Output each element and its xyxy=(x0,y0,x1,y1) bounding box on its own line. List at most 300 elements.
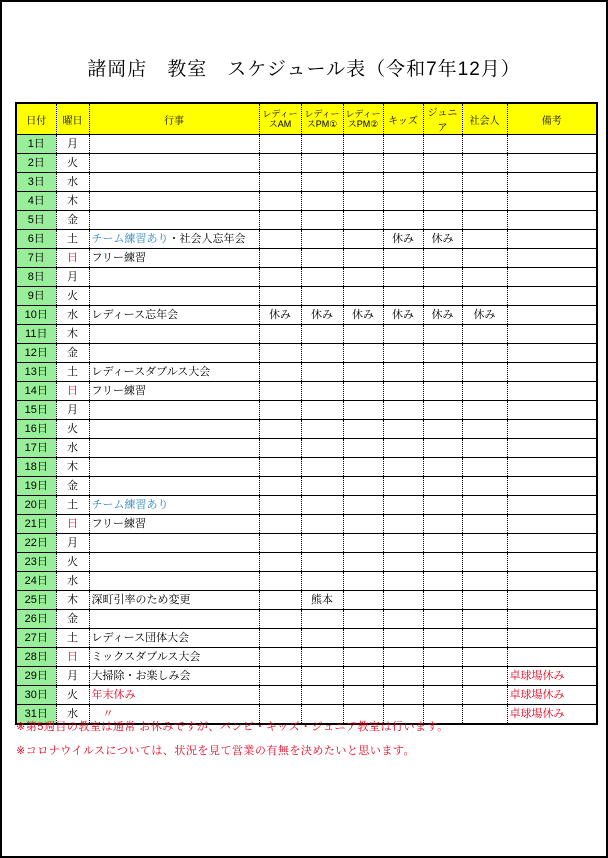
slot-cell-2 xyxy=(301,553,343,572)
slot-cell-6 xyxy=(462,629,507,648)
slot-cell-3 xyxy=(343,173,383,192)
remark-cell xyxy=(507,629,597,648)
schedule-row xyxy=(16,363,597,382)
event-text: レディース団体大会 xyxy=(91,632,190,644)
remark-cell xyxy=(507,173,597,192)
slot-cell-3 xyxy=(343,515,383,534)
remark-cell xyxy=(507,154,597,173)
remark-cell xyxy=(507,249,597,268)
date-cell: 9日 xyxy=(16,287,56,306)
remark-cell: 卓球場休み xyxy=(507,686,597,705)
remark-cell xyxy=(507,363,597,382)
remark-cell xyxy=(507,344,597,363)
slot-cell-2 xyxy=(301,249,343,268)
slot-cell-2 xyxy=(301,287,343,306)
date-cell: 19日 xyxy=(16,477,56,496)
column-header-3: 行事 xyxy=(89,103,259,135)
slot-cell-6 xyxy=(462,211,507,230)
weekday-cell: 土 xyxy=(56,496,89,515)
schedule-row xyxy=(16,154,597,173)
slot-cell-5: 休み xyxy=(423,230,462,249)
event-cell xyxy=(89,401,259,420)
slot-cell-6: 休み xyxy=(462,306,507,325)
slot-cell-5 xyxy=(423,325,462,344)
remark-cell xyxy=(507,325,597,344)
event-cell xyxy=(89,173,259,192)
slot-cell-1 xyxy=(259,591,301,610)
slot-cell-3 xyxy=(343,401,383,420)
slot-cell-3 xyxy=(343,287,383,306)
date-cell: 27日 xyxy=(16,629,56,648)
slot-cell-6 xyxy=(462,477,507,496)
slot-cell-3 xyxy=(343,382,383,401)
date-cell: 30日 xyxy=(16,686,56,705)
date-cell: 6日 xyxy=(16,230,56,249)
remark-cell xyxy=(507,648,597,667)
slot-cell-1 xyxy=(259,515,301,534)
event-cell xyxy=(89,610,259,629)
slot-cell-1 xyxy=(259,173,301,192)
slot-cell-6 xyxy=(462,363,507,382)
slot-cell-2 xyxy=(301,515,343,534)
event-cell xyxy=(89,249,259,268)
schedule-row xyxy=(16,496,597,515)
slot-cell-4 xyxy=(383,401,423,420)
event-cell xyxy=(89,667,259,686)
slot-cell-5 xyxy=(423,686,462,705)
weekday-cell: 木 xyxy=(56,458,89,477)
slot-cell-3 xyxy=(343,591,383,610)
slot-cell-1 xyxy=(259,363,301,382)
weekday-cell: 土 xyxy=(56,629,89,648)
slot-cell-4 xyxy=(383,458,423,477)
remark-cell xyxy=(507,420,597,439)
column-header-1: 日付 xyxy=(16,103,56,135)
schedule-row xyxy=(16,344,597,363)
slot-cell-2 xyxy=(301,439,343,458)
slot-cell-6 xyxy=(462,458,507,477)
slot-cell-6 xyxy=(462,192,507,211)
schedule-row xyxy=(16,515,597,534)
slot-cell-3 xyxy=(343,629,383,648)
remark-cell xyxy=(507,534,597,553)
schedule-body xyxy=(16,135,597,725)
slot-cell-6 xyxy=(462,648,507,667)
slot-cell-1: 休み xyxy=(259,306,301,325)
event-text: チーム練習あり xyxy=(91,233,169,245)
event-cell xyxy=(89,325,259,344)
slot-cell-2 xyxy=(301,135,343,154)
weekday-cell: 月 xyxy=(56,135,89,154)
header-row xyxy=(16,103,597,135)
slot-cell-6 xyxy=(462,173,507,192)
column-header-4: レディースAM xyxy=(259,103,301,135)
event-text: ミックスダブルス大会 xyxy=(91,651,201,663)
slot-cell-1 xyxy=(259,268,301,287)
weekday-cell: 火 xyxy=(56,154,89,173)
date-cell: 18日 xyxy=(16,458,56,477)
slot-cell-3 xyxy=(343,572,383,591)
date-cell: 28日 xyxy=(16,648,56,667)
slot-cell-2 xyxy=(301,610,343,629)
event-cell xyxy=(89,154,259,173)
slot-cell-2: 熊本 xyxy=(301,591,343,610)
date-cell: 12日 xyxy=(16,344,56,363)
slot-cell-4 xyxy=(383,572,423,591)
schedule-row xyxy=(16,667,597,686)
slot-cell-6 xyxy=(462,572,507,591)
weekday-cell: 火 xyxy=(56,686,89,705)
slot-cell-4 xyxy=(383,629,423,648)
slot-cell-4 xyxy=(383,192,423,211)
slot-cell-3 xyxy=(343,458,383,477)
event-text: 年末休み xyxy=(91,689,136,701)
date-cell: 25日 xyxy=(16,591,56,610)
weekday-cell: 金 xyxy=(56,610,89,629)
weekday-cell: 金 xyxy=(56,344,89,363)
slot-cell-6 xyxy=(462,230,507,249)
schedule-row xyxy=(16,173,597,192)
weekday-cell: 火 xyxy=(56,420,89,439)
event-cell xyxy=(89,591,259,610)
column-header-10: 備考 xyxy=(507,103,597,135)
event-text: フリー練習 xyxy=(91,252,147,264)
schedule-row xyxy=(16,135,597,154)
slot-cell-1 xyxy=(259,420,301,439)
event-text: チーム練習あり xyxy=(91,499,169,511)
event-cell xyxy=(89,344,259,363)
slot-cell-5 xyxy=(423,572,462,591)
schedule-row xyxy=(16,477,597,496)
schedule-row xyxy=(16,534,597,553)
remark-cell xyxy=(507,515,597,534)
weekday-cell: 日 xyxy=(56,382,89,401)
slot-cell-5 xyxy=(423,420,462,439)
slot-cell-1 xyxy=(259,667,301,686)
remark-cell: 卓球場休み xyxy=(507,705,597,725)
weekday-cell: 日 xyxy=(56,648,89,667)
slot-cell-6 xyxy=(462,344,507,363)
column-header-7: キッズ xyxy=(383,103,423,135)
slot-cell-6 xyxy=(462,325,507,344)
slot-cell-4 xyxy=(383,477,423,496)
slot-cell-4 xyxy=(383,420,423,439)
remark-cell xyxy=(507,591,597,610)
date-cell: 15日 xyxy=(16,401,56,420)
slot-cell-2 xyxy=(301,667,343,686)
slot-cell-1 xyxy=(259,211,301,230)
slot-cell-2 xyxy=(301,192,343,211)
slot-cell-5 xyxy=(423,344,462,363)
slot-cell-5 xyxy=(423,515,462,534)
event-text: ・社会人忘年会 xyxy=(168,233,246,245)
remark-cell xyxy=(507,572,597,591)
slot-cell-1 xyxy=(259,230,301,249)
slot-cell-4 xyxy=(383,382,423,401)
page-title: 諸岡店 教室 スケジュール表（令和7年12月） xyxy=(87,59,521,80)
date-cell: 13日 xyxy=(16,363,56,382)
event-text: フリー練習 xyxy=(91,518,147,530)
slot-cell-4 xyxy=(383,610,423,629)
slot-cell-6 xyxy=(462,268,507,287)
slot-cell-6 xyxy=(462,553,507,572)
remark-cell xyxy=(507,268,597,287)
event-text: 大掃除・お楽しみ会 xyxy=(91,670,191,682)
remark-cell xyxy=(507,135,597,154)
date-cell: 31日 xyxy=(16,705,56,725)
slot-cell-3 xyxy=(343,325,383,344)
schedule-row xyxy=(16,648,597,667)
event-cell xyxy=(89,553,259,572)
slot-cell-5 xyxy=(423,534,462,553)
slot-cell-3 xyxy=(343,534,383,553)
column-header-5: レディースPM① xyxy=(301,103,343,135)
slot-cell-6 xyxy=(462,439,507,458)
slot-cell-3: 休み xyxy=(343,306,383,325)
slot-cell-3 xyxy=(343,230,383,249)
slot-cell-3 xyxy=(343,477,383,496)
date-cell: 20日 xyxy=(16,496,56,515)
date-cell: 14日 xyxy=(16,382,56,401)
slot-cell-1 xyxy=(259,287,301,306)
slot-cell-1 xyxy=(259,496,301,515)
slot-cell-4 xyxy=(383,648,423,667)
remark-cell xyxy=(507,401,597,420)
slot-cell-1 xyxy=(259,401,301,420)
event-cell xyxy=(89,648,259,667)
schedule-row xyxy=(16,249,597,268)
slot-cell-5 xyxy=(423,268,462,287)
slot-cell-3 xyxy=(343,135,383,154)
slot-cell-2 xyxy=(301,230,343,249)
slot-cell-5 xyxy=(423,553,462,572)
event-text: レディースダブルス大会 xyxy=(91,366,211,378)
slot-cell-4 xyxy=(383,363,423,382)
slot-cell-4 xyxy=(383,553,423,572)
date-cell: 26日 xyxy=(16,610,56,629)
weekday-cell: 月 xyxy=(56,401,89,420)
event-cell xyxy=(89,268,259,287)
event-cell xyxy=(89,420,259,439)
date-cell: 16日 xyxy=(16,420,56,439)
slot-cell-1 xyxy=(259,439,301,458)
slot-cell-4 xyxy=(383,287,423,306)
slot-cell-3 xyxy=(343,249,383,268)
slot-cell-6 xyxy=(462,515,507,534)
slot-cell-4: 休み xyxy=(383,306,423,325)
date-cell: 2日 xyxy=(16,154,56,173)
schedule-row xyxy=(16,211,597,230)
remark-cell xyxy=(507,230,597,249)
slot-cell-6 xyxy=(462,135,507,154)
weekday-cell: 土 xyxy=(56,230,89,249)
slot-cell-5 xyxy=(423,610,462,629)
slot-cell-4 xyxy=(383,534,423,553)
schedule-row xyxy=(16,686,597,705)
event-cell xyxy=(89,496,259,515)
event-cell xyxy=(89,230,259,249)
remark-cell xyxy=(507,306,597,325)
slot-cell-2 xyxy=(301,325,343,344)
remark-cell xyxy=(507,382,597,401)
event-cell xyxy=(89,458,259,477)
remark-cell xyxy=(507,439,597,458)
schedule-row xyxy=(16,553,597,572)
event-cell xyxy=(89,572,259,591)
footnote-2: ※コロナウイルスについては、状況を見て営業の有無を決めたいと思います。 xyxy=(16,745,415,757)
slot-cell-3 xyxy=(343,610,383,629)
slot-cell-2: 休み xyxy=(301,306,343,325)
slot-cell-1 xyxy=(259,534,301,553)
slot-cell-6 xyxy=(462,496,507,515)
slot-cell-4: 休み xyxy=(383,230,423,249)
slot-cell-3 xyxy=(343,496,383,515)
slot-cell-2 xyxy=(301,572,343,591)
event-cell xyxy=(89,211,259,230)
schedule-row xyxy=(16,458,597,477)
remark-cell xyxy=(507,496,597,515)
schedule-row xyxy=(16,439,597,458)
schedule-row xyxy=(16,382,597,401)
slot-cell-5: 休み xyxy=(423,306,462,325)
event-cell xyxy=(89,686,259,705)
weekday-cell: 月 xyxy=(56,268,89,287)
slot-cell-1 xyxy=(259,325,301,344)
slot-cell-3 xyxy=(343,667,383,686)
slot-cell-4 xyxy=(383,591,423,610)
slot-cell-4 xyxy=(383,496,423,515)
slot-cell-3 xyxy=(343,439,383,458)
slot-cell-5 xyxy=(423,154,462,173)
slot-cell-1 xyxy=(259,648,301,667)
slot-cell-3 xyxy=(343,268,383,287)
footnotes xyxy=(16,718,449,766)
slot-cell-2 xyxy=(301,496,343,515)
slot-cell-2 xyxy=(301,401,343,420)
column-header-9: 社会人 xyxy=(462,103,507,135)
slot-cell-4 xyxy=(383,325,423,344)
schedule-row xyxy=(16,591,597,610)
slot-cell-4 xyxy=(383,667,423,686)
slot-cell-1 xyxy=(259,572,301,591)
remark-cell xyxy=(507,192,597,211)
date-cell: 3日 xyxy=(16,173,56,192)
date-cell: 29日 xyxy=(16,667,56,686)
weekday-cell: 火 xyxy=(56,287,89,306)
slot-cell-1 xyxy=(259,344,301,363)
weekday-cell: 日 xyxy=(56,249,89,268)
remark-cell xyxy=(507,458,597,477)
weekday-cell: 水 xyxy=(56,439,89,458)
slot-cell-2 xyxy=(301,211,343,230)
remark-cell: 卓球場休み xyxy=(507,667,597,686)
slot-cell-3 xyxy=(343,553,383,572)
slot-cell-4 xyxy=(383,154,423,173)
slot-cell-2 xyxy=(301,629,343,648)
slot-cell-1 xyxy=(259,477,301,496)
weekday-cell: 土 xyxy=(56,363,89,382)
date-cell: 23日 xyxy=(16,553,56,572)
date-cell: 10日 xyxy=(16,306,56,325)
slot-cell-5 xyxy=(423,192,462,211)
weekday-cell: 月 xyxy=(56,534,89,553)
footnote-1: ※第5週目の教室は通常 お休みですが、バンビ・キッズ・ジュニア教室は行います。 xyxy=(16,721,449,733)
slot-cell-4 xyxy=(383,268,423,287)
slot-cell-2 xyxy=(301,363,343,382)
weekday-cell: 木 xyxy=(56,325,89,344)
schedule-row xyxy=(16,629,597,648)
column-header-2: 曜日 xyxy=(56,103,89,135)
slot-cell-5 xyxy=(423,363,462,382)
slot-cell-2 xyxy=(301,173,343,192)
slot-cell-6 xyxy=(462,154,507,173)
schedule-row xyxy=(16,325,597,344)
slot-cell-5 xyxy=(423,439,462,458)
event-text: フリー練習 xyxy=(91,385,147,397)
date-cell: 7日 xyxy=(16,249,56,268)
slot-cell-6 xyxy=(462,287,507,306)
event-cell xyxy=(89,382,259,401)
schedule-row xyxy=(16,572,597,591)
slot-cell-1 xyxy=(259,610,301,629)
slot-cell-5 xyxy=(423,211,462,230)
slot-cell-6 xyxy=(462,705,507,725)
slot-cell-2 xyxy=(301,648,343,667)
event-cell xyxy=(89,363,259,382)
event-cell xyxy=(89,287,259,306)
slot-cell-2 xyxy=(301,344,343,363)
event-cell xyxy=(89,629,259,648)
slot-cell-5 xyxy=(423,458,462,477)
slot-cell-3 xyxy=(343,344,383,363)
remark-cell xyxy=(507,553,597,572)
weekday-cell: 水 xyxy=(56,705,89,725)
weekday-cell: 木 xyxy=(56,192,89,211)
slot-cell-1 xyxy=(259,382,301,401)
weekday-cell: 月 xyxy=(56,667,89,686)
slot-cell-1 xyxy=(259,629,301,648)
column-header-6: レディースPM② xyxy=(343,103,383,135)
event-text: 深町引率のため変更 xyxy=(91,594,191,606)
event-cell xyxy=(89,439,259,458)
schedule-row xyxy=(16,401,597,420)
slot-cell-2 xyxy=(301,420,343,439)
slot-cell-1 xyxy=(259,135,301,154)
slot-cell-6 xyxy=(462,591,507,610)
slot-cell-1 xyxy=(259,154,301,173)
slot-cell-4 xyxy=(383,344,423,363)
slot-cell-5 xyxy=(423,667,462,686)
schedule-table xyxy=(15,102,598,725)
slot-cell-6 xyxy=(462,420,507,439)
slot-cell-4 xyxy=(383,211,423,230)
date-cell: 5日 xyxy=(16,211,56,230)
date-cell: 1日 xyxy=(16,135,56,154)
event-text: レディース忘年会 xyxy=(91,309,179,321)
weekday-cell: 水 xyxy=(56,306,89,325)
slot-cell-5 xyxy=(423,135,462,154)
schedule-row xyxy=(16,306,597,325)
event-text: 〃 xyxy=(91,708,114,720)
slot-cell-6 xyxy=(462,667,507,686)
weekday-cell: 日 xyxy=(56,515,89,534)
slot-cell-3 xyxy=(343,363,383,382)
remark-cell xyxy=(507,211,597,230)
date-cell: 17日 xyxy=(16,439,56,458)
slot-cell-3 xyxy=(343,686,383,705)
date-cell: 24日 xyxy=(16,572,56,591)
slot-cell-5 xyxy=(423,173,462,192)
